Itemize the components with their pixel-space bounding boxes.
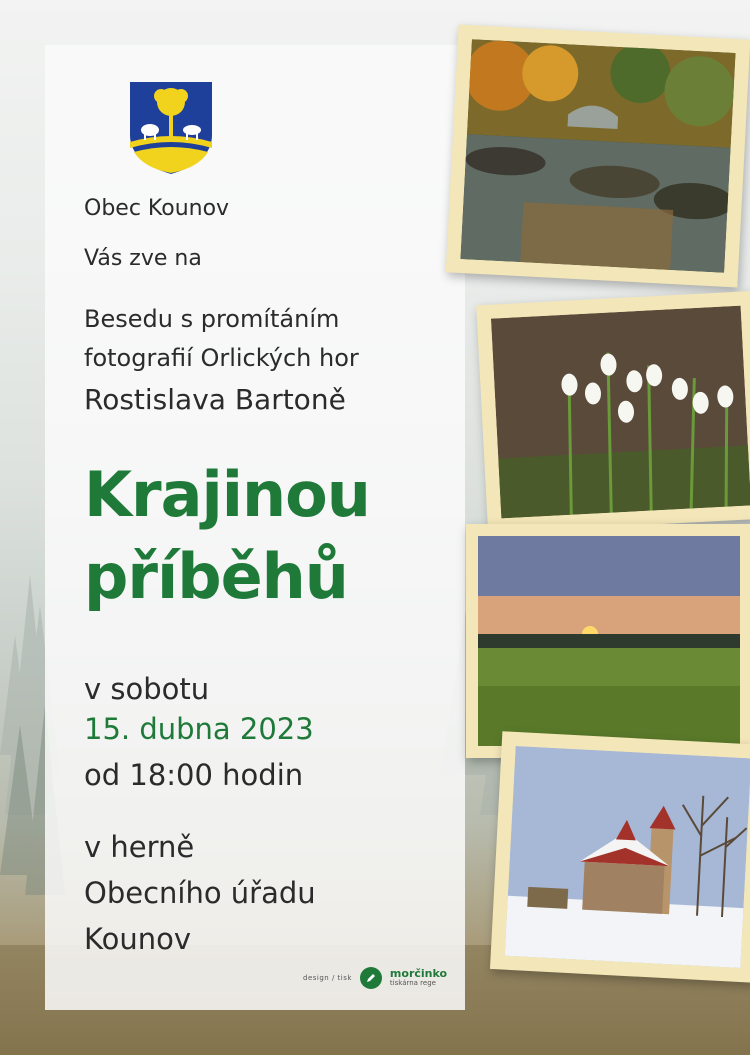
- pencil-icon: [360, 967, 382, 989]
- photo-sunset-meadow: [466, 524, 750, 758]
- municipal-coat-of-arms: [128, 80, 214, 176]
- event-subtitle-line2: fotografií Orlických hor: [84, 344, 359, 372]
- venue-line1: v herně: [84, 830, 195, 864]
- credit-tagline: tiskárna rege: [389, 979, 436, 987]
- event-title-line2: příběhů: [84, 540, 348, 613]
- photo-winter-church: [490, 731, 750, 982]
- print-credit: [303, 967, 447, 989]
- invitation-text: Vás zve na: [84, 246, 202, 271]
- event-title-line1: Krajinou: [84, 458, 370, 531]
- event-author: Rostislava Bartoně: [84, 383, 346, 416]
- credit-brand: morčinko: [389, 967, 448, 980]
- credit-label: design / tisk: [303, 974, 352, 982]
- photo-spring-snowflakes: [476, 291, 750, 533]
- event-day: v sobotu: [84, 672, 210, 706]
- photo-autumn-stream: [446, 25, 750, 288]
- venue-line2: Obecního úřadu: [84, 876, 316, 910]
- venue-line3: Kounov: [84, 922, 191, 956]
- municipality-name: Obec Kounov: [84, 196, 230, 221]
- event-subtitle-line1: Besedu s promítáním: [84, 305, 340, 333]
- event-date: 15. dubna 2023: [84, 712, 314, 746]
- credit-brand-block: [390, 968, 447, 988]
- event-time: od 18:00 hodin: [84, 758, 304, 792]
